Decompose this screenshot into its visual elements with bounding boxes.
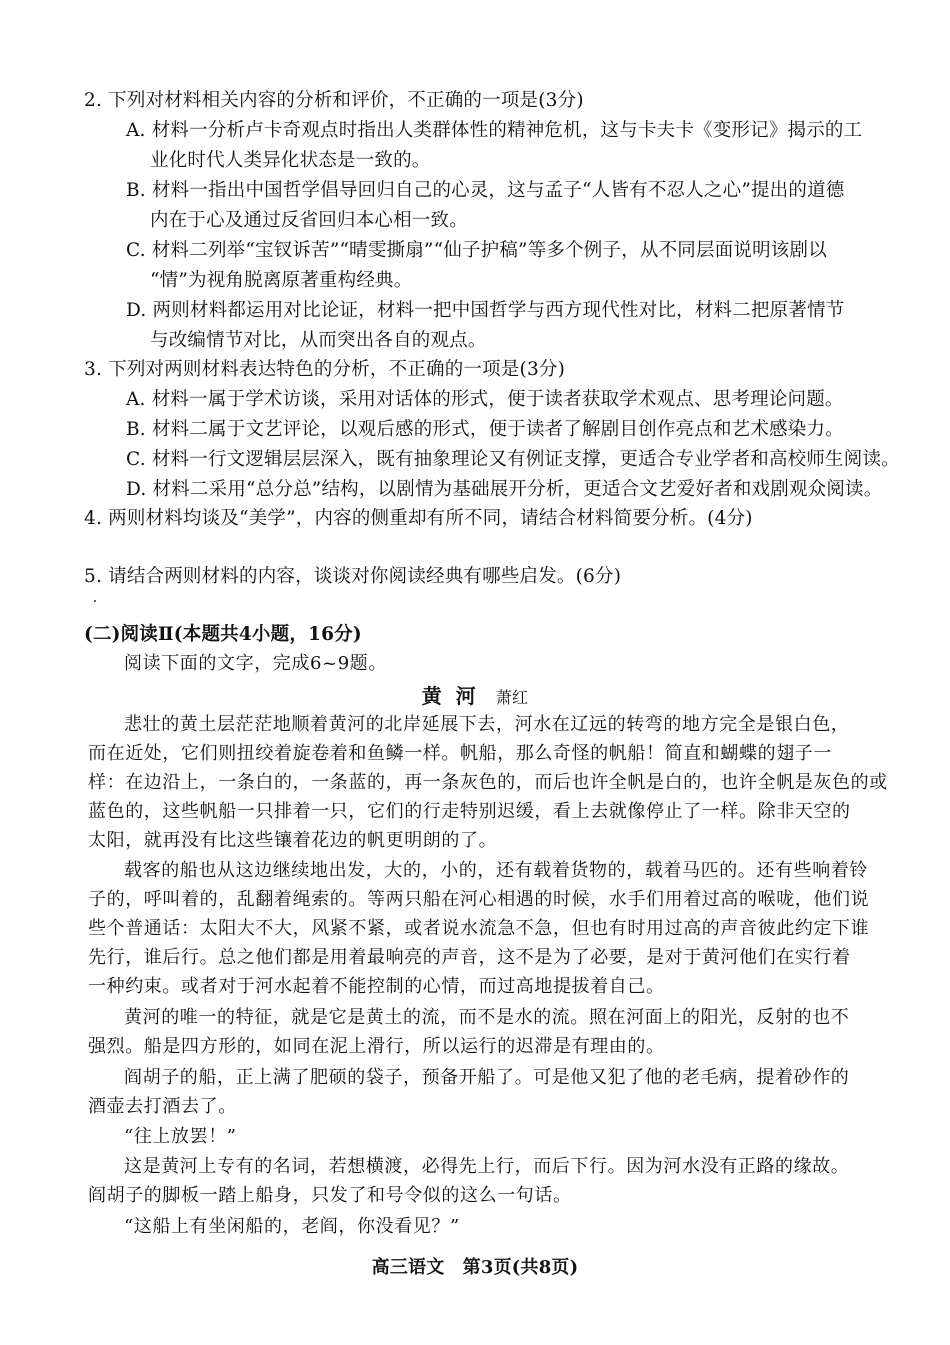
section-heading: (二)阅读Ⅱ(本题共4小题，16分): [84, 624, 362, 645]
q2-option-c-line2: “情”为视角脱离原著重构经典。: [150, 270, 413, 291]
p1-line5: 太阳，就再没有比这些镶着花边的帆更明朗的了。: [88, 830, 498, 851]
q2-option-d-line1: D. 两则材料都运用对比论证，材料一把中国哲学与西方现代性对比，材料二把原著情节: [126, 300, 845, 321]
p3-line2: 强烈。船是四方形的，如同在泥上滑行，所以运行的迟滞是有理由的。: [88, 1036, 665, 1057]
article-author: 萧红: [495, 688, 529, 707]
p2-line4: 先行，谁后行。总之他们都是用着最响亮的声音，这不是为了必要，是对于黄河他们在实行着: [88, 947, 851, 968]
p2-line3: 些个普通话：太阳大不大，风紧不紧，或者说水流急不急，但也有时用过高的声音彼此约定下谁: [88, 918, 870, 939]
p2-line2: 子的，呼叫着的，乱翻着绳索的。等两只船在河心相遇的时候，水手们用着过高的喉咙，他们说: [88, 889, 870, 910]
p1-line2: 而在近处，它们则扭绞着旋卷着和鱼鳞一样。帆船，那么奇怪的帆船！简直和蝴蝶的翅子一: [88, 743, 832, 764]
p1-line3: 样：在边沿上，一条白的，一条蓝的，再一条灰色的，而后也许全帆是白的，也许全帆是灰色的或: [88, 772, 888, 793]
q3-option-a: A. 材料一属于学术访谈，采用对话体的形式，便于读者获取学术观点、思考理论问题。: [126, 389, 844, 410]
q2-option-c-line1: C. 材料二列举“宝钗诉苦”“晴雯撕扇”“仙子护稿”等多个例子，从不同层面说明该剧以: [126, 240, 827, 261]
p1-line4: 蓝色的，这些帆船一只排着一只，它们的行走特别迟缓，看上去就像停止了一样。除非天空的: [88, 801, 851, 822]
p4-line1: 阎胡子的船，正上满了肥硕的袋子，预备开船了。可是他又犯了他的老毛病，提着砂作的: [124, 1067, 850, 1088]
article-title: 黄河: [421, 684, 490, 708]
p5-line: “往上放罢！”: [124, 1126, 237, 1147]
q2-stem: 2. 下列对材料相关内容的分析和评价，不正确的一项是(3分): [84, 90, 584, 111]
q2-option-d-line2: 与改编情节对比，从而突出各自的观点。: [150, 330, 487, 351]
p2-line1: 载客的船也从这边继续地出发，大的，小的，还有载着货物的，载着马匹的。还有些响着铃: [124, 860, 868, 881]
q3-option-c: C. 材料一行文逻辑层层深入，既有抽象理论又有例证支撑，更适合专业学者和高校师生阅读。: [126, 449, 900, 470]
q3-option-b: B. 材料二属于文艺评论，以观后感的形式，便于读者了解剧目创作亮点和艺术感染力。: [126, 419, 844, 440]
p6-line2: 阎胡子的脚板一踏上船身，只发了和号令似的这么一句话。: [88, 1185, 572, 1206]
q5-stem: 5. 请结合两则材料的内容，谈谈对你阅读经典有哪些启发。(6分): [84, 566, 622, 587]
q2-option-b-line1: B. 材料一指出中国哲学倡导回归自己的心灵，这与孟子“人皆有不忍人之心”提出的道德: [126, 180, 845, 201]
q3-option-d: D. 材料二采用“总分总”结构，以剧情为基础展开分析，更适合文艺爱好者和戏剧观众阅读。: [126, 479, 883, 500]
q2-option-a-line2: 业化时代人类异化状态是一致的。: [150, 150, 431, 171]
q3-stem: 3. 下列对两则材料表达特色的分析，不正确的一项是(3分): [84, 359, 566, 380]
q4-stem: 4. 两则材料均谈及“美学”，内容的侧重却有所不同，请结合材料简要分析。(4分): [84, 508, 753, 529]
q2-option-b-line2: 内在于心及通过反省回归本心相一致。: [150, 210, 468, 231]
section-instruction: 阅读下面的文字，完成6~9题。: [124, 653, 387, 674]
q2-option-a-line1: A. 材料一分析卢卡奇观点时指出人类群体性的精神危机，这与卡夫卡《变形记》揭示的工: [126, 120, 863, 141]
stray-dot: [94, 600, 96, 602]
article-title-line: [0, 684, 950, 710]
p3-line1: 黄河的唯一的特征，就是它是黄土的流，而不是水的流。照在河面上的阳光，反射的也不: [124, 1007, 850, 1028]
p2-line5: 一种约束。或者对于河水起着不能控制的心情，而过高地提拔着自己。: [88, 976, 665, 997]
p4-line2: 酒壶去打酒去了。: [88, 1096, 237, 1117]
p1-line1: 悲壮的黄土层茫茫地顺着黄河的北岸延展下去，河水在辽远的转弯的地方完全是银白色，: [124, 714, 850, 735]
p7-line: “这船上有坐闲船的，老阎，你没看见？”: [124, 1216, 460, 1237]
page-footer: 高三语文 第3页(共8页): [371, 1257, 579, 1278]
p6-line1: 这是黄河上专有的名词，若想横渡，必得先上行，而后下行。因为河水没有正路的缘故。: [124, 1156, 850, 1177]
